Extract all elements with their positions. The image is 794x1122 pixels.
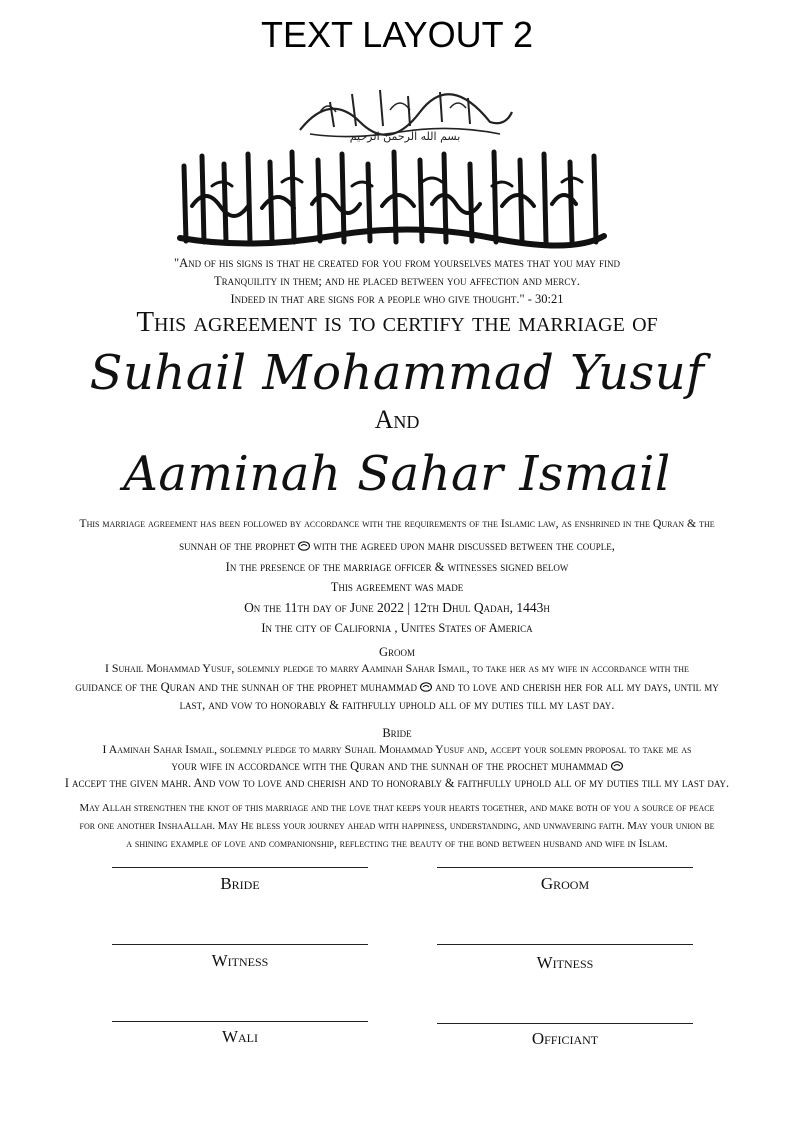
groom-signature-line[interactable] xyxy=(437,867,693,868)
agreement-line-2a: sunnah of the prophet xyxy=(179,539,295,553)
quote-line-2: Tranquility in them; and he placed between you affection and mercy. xyxy=(214,274,580,288)
groom-vow-line-3: last, and vow to honorably & faithfully uphold all of my duties till my last day. xyxy=(179,698,615,712)
officiant-signature-line[interactable] xyxy=(437,1023,693,1024)
quote-line-1: "And of his signs is that he created for you from yourselves mates that you may find xyxy=(173,256,620,270)
layout-title: TEXT LAYOUT 2 xyxy=(260,14,534,55)
groom-vow-line-1: I Suhail Mohammad Yusuf, solemnly pledge to marry Aaminah Sahar Ismail, to take her as my wife in accordance with the xyxy=(105,661,689,675)
groom-vow-line-2 xyxy=(0,680,794,695)
prayer-line-1: May Allah strengthen the knot of this marriage and the love that keeps your hearts together, and make both of you a source of peace xyxy=(79,802,715,814)
bride-vow-line-2-text: your wife in accordance with the Quran and the sunnah of the prochet muhammad xyxy=(171,759,608,773)
groom-name: Suhail Mohammad Yusuf xyxy=(89,345,705,401)
and-word: And xyxy=(374,405,420,434)
witness-right-signature-line[interactable] xyxy=(437,944,693,945)
wali-signature-line[interactable] xyxy=(112,1021,368,1022)
bride-vow-label: Bride xyxy=(382,726,412,740)
agreement-location: In the city of California , Unites States of America xyxy=(261,621,533,635)
salawat-seal-icon xyxy=(420,682,432,692)
agreement-line-2 xyxy=(0,539,794,554)
agreement-line-2b: with the agreed upon mahr discussed between the couple, xyxy=(313,539,615,553)
salawat-seal-icon xyxy=(611,761,623,771)
groom-vow-line-2a: guidance of the Quran and the sunnah of the prophet muhammad xyxy=(75,680,418,694)
bride-signature-label: Bride xyxy=(220,874,260,893)
witness-right-signature-label: Witness xyxy=(536,953,594,972)
certificate-headline: This agreement is to certify the marriage of xyxy=(136,306,658,338)
groom-signature-label: Groom xyxy=(540,874,590,893)
witness-left-signature-label: Witness xyxy=(211,951,269,970)
bride-vow-line-3: I accept the given mahr. And vow to love and cherish and to honorably & faithfully uphold all of my duties till my last day. xyxy=(64,776,730,790)
agreement-line-3: In the presence of the marriage officer & witnesses signed below xyxy=(225,560,569,574)
groom-vow-label: Groom xyxy=(378,645,416,659)
verse-calligraphy xyxy=(172,146,612,256)
wali-signature-label: Wali xyxy=(221,1027,259,1046)
salawat-seal-icon xyxy=(298,541,310,551)
bride-signature-line[interactable] xyxy=(112,867,368,868)
officiant-signature-label: Officiant xyxy=(531,1029,599,1048)
agreement-line-1: This marriage agreement has been followed by accordance with the requirements of the Islamic law, as enshrined in the Quran & the xyxy=(79,516,715,530)
prayer-line-2: for one another InshaAllah. May He bless your journey ahead with happiness, understanding, and unwavering faith. May your union be xyxy=(79,820,715,832)
witness-left-signature-line[interactable] xyxy=(112,944,368,945)
bride-name: Aaminah Sahar Ismail xyxy=(123,446,671,502)
quote-line-3: Indeed in that are signs for a people who give thought." - 30:21 xyxy=(230,292,564,306)
bride-vow-line-1: I Aaminah Sahar Ismail, solemnly pledge to marry Suhail Mohammad Yusuf and, accept your solemn proposal to take me as xyxy=(102,742,692,756)
bismillah-calligraphy xyxy=(290,82,520,144)
groom-vow-line-2b: and to love and cherish her for all my days, until my xyxy=(435,680,719,694)
bride-vow-line-2 xyxy=(0,759,794,774)
agreement-line-4: This agreement was made xyxy=(330,580,464,594)
prayer-line-3: a shining example of love and companionship, reflecting the beauty of the bond between husband and wife in Islam. xyxy=(126,838,668,850)
verse-calligraphy-text: ومن آياته أن خلق لكم من أنفسكم أزواجا لتسكنوا إليها xyxy=(302,247,482,256)
bismillah-text: بسم الله الرحمن الرحيم xyxy=(349,130,461,143)
agreement-date: On the 11th day of June 2022 | 12th Dhul Qadah, 1443h xyxy=(244,600,550,615)
